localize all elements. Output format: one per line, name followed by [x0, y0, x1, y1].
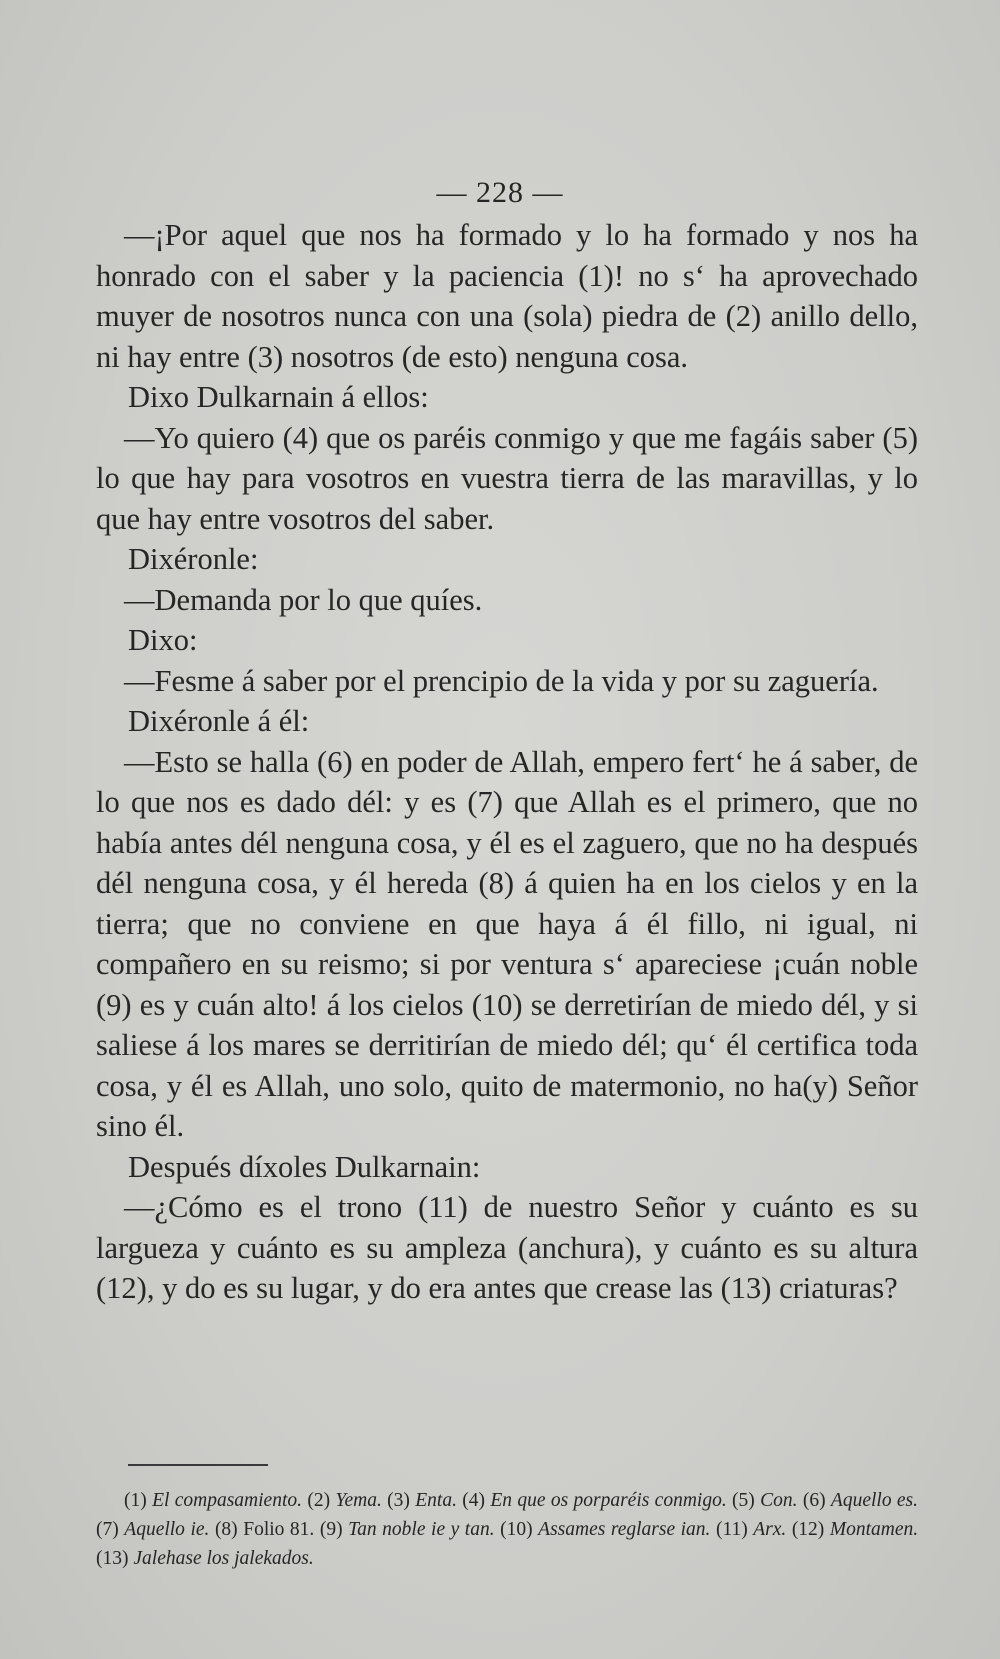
footnote [803, 1490, 918, 1511]
footnote-text: Jalehase los jalekados. [133, 1548, 314, 1569]
footnote-number: (3) [387, 1490, 410, 1511]
paragraph: —Esto se halla (6) en poder de Allah, empero fert‘ he á saber, de lo que nos es dado dél: y es (7) que Allah es el primero, que no había antes dél nenguna cosa, y él es el zaguero, que no ha después dél nenguna cosa, y él hereda (8) á quien ha en los cielos y en la tierra; que no conviene en que haya á él fillo, ni igual, ni compañero en su reismo; si por ventura s‘ apareciese ¡cuán noble (9) es y cuán alto! á los cielos (10) se derretirían de miedo dél, y si saliese á los mares se derritirían de miedo dél; qu‘ él certifica toda cosa, y él es Allah, uno solo, quito de matermonio, no ha(y) Señor sino él. [96, 744, 918, 1143]
paragraph: Dixo Dulkarnain á ellos: [128, 380, 429, 414]
footnote-number: (2) [307, 1490, 331, 1511]
main-text [96, 215, 918, 1309]
footnote [500, 1519, 710, 1540]
footnote-text: Enta. [415, 1490, 457, 1511]
footnote-number: (8) [214, 1519, 238, 1540]
paragraph: —¿Cómo es el trono (11) de nuestro Señor y cuánto es su largueza y cuánto es su ampleza (anchura), y cuánto es su altura (12), y do es su lugar, y do era antes que crease las (13) criaturas? [96, 1190, 918, 1305]
footnote-number: (10) [500, 1519, 533, 1540]
footnotes [96, 1486, 918, 1573]
footnote-text: Montamen. [829, 1519, 919, 1540]
footnote [732, 1490, 797, 1511]
footnote-number: (6) [802, 1490, 826, 1511]
footnote-text: Yema. [335, 1490, 382, 1511]
footnote-number: (5) [732, 1490, 755, 1511]
paragraph: —Yo quiero (4) que os paréis conmigo y que me fagáis saber (5) lo que hay para vosotros en vuestra tierra de las maravillas, y lo que hay entre vosotros del saber. [96, 420, 918, 536]
footnote-text: Arx. [753, 1519, 787, 1540]
footnote [320, 1519, 495, 1540]
footnote-text: Tan noble ie y tan. [348, 1519, 495, 1540]
page-number: — 228 — [436, 176, 564, 209]
footnote-text: El compasamiento. [152, 1490, 303, 1511]
footnote-number: (7) [96, 1519, 119, 1540]
paragraph: Dixo: [128, 623, 198, 657]
footnote [307, 1490, 382, 1511]
footnote-text: Folio 81. [243, 1519, 315, 1540]
footnote [462, 1490, 726, 1511]
footnote-number: (11) [715, 1519, 748, 1540]
footnote-text: Assames reglarse ian. [538, 1519, 711, 1540]
footnote-number: (12) [791, 1519, 825, 1540]
footnote-number: (1) [124, 1490, 147, 1511]
footnote [96, 1519, 209, 1540]
footnote [215, 1519, 314, 1540]
footnote-text: En que os porparéis conmigo. [490, 1490, 727, 1511]
paragraph: —Fesme á saber por el prencipio de la vida y por su zaguería. [124, 663, 879, 698]
footnote [387, 1490, 457, 1511]
footnote-text: Aquello ie. [124, 1519, 210, 1540]
footnote-text: Aquello es. [830, 1490, 919, 1511]
paragraph: —Demanda por lo que quíes. [124, 582, 483, 617]
footnote [716, 1519, 786, 1540]
footnote-number: (9) [319, 1519, 343, 1540]
footnote-divider [128, 1464, 268, 1466]
footnote-text: Con. [760, 1490, 798, 1511]
paragraph: —¡Por aquel que nos ha formado y lo ha formado y nos ha honrado con el saber y la paciencia (1)! no s‘ ha aprovechado muyer de nosotros nunca con una (sola) piedra de (2) anillo dello, ni hay entre (3) nosotros (de esto) nenguna cosa. [96, 218, 918, 374]
footnote-number: (4) [462, 1490, 486, 1511]
paragraph: Dixéronle: [128, 542, 259, 576]
footnote [124, 1490, 302, 1511]
footnote [792, 1519, 918, 1540]
paragraph: Después díxoles Dulkarnain: [128, 1149, 481, 1184]
footnote [96, 1548, 314, 1569]
footnote-number: (13) [96, 1548, 129, 1569]
paragraph: Dixéronle á él: [128, 704, 310, 738]
